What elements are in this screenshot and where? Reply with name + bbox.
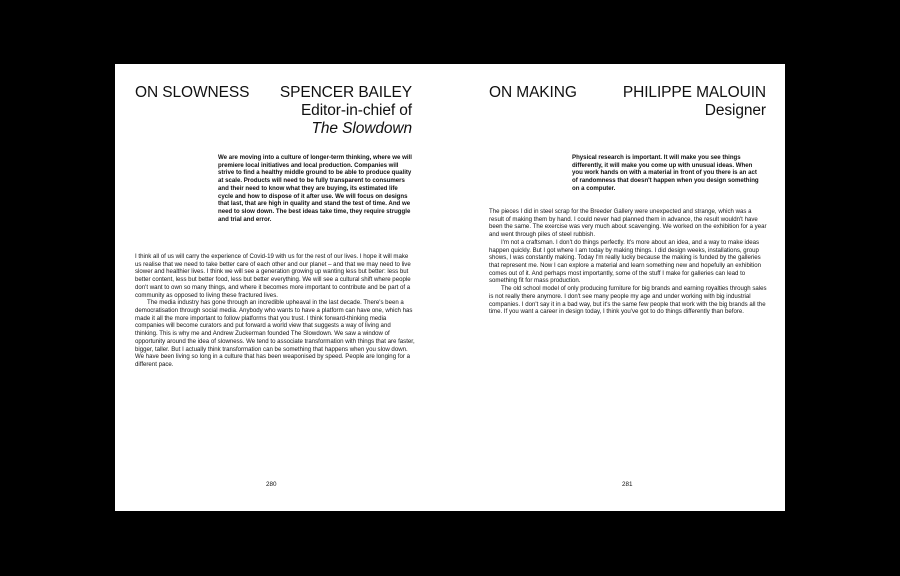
page-number: 281 — [622, 481, 633, 488]
body-paragraph: The media industry has gone through an incredible upheaval in the last decade. There's been a democratisation through social media. Anybody who wants to have a platform can have one, which has made it all the more important to follow platforms that you trust. I think forward-thinking media companies will become curators and put forward a world view that suggests a way of living and thinking. This is why me and Andrew Zuckerman founded The Slowdown. We saw a window of opportunity around the idea of slowness. We tend to associate transformation with things that are faster, bigger, taller. But I actually think transformation can be something that happens when you slow down. We have been living so long in a culture that has been weaponised by speed. People are longing for a different pace. — [135, 299, 415, 369]
body-paragraph: I think all of us will carry the experience of Covid-19 with us for the rest of our lives. I hope it will make us realise that we need to take better care of each other and our planet – and that we may need to live slower and healthier lives. I think we will see a generation growing up wanting less but better: less but better content, less but better food, less but better everything. We will see a cultural shift where people don't want to own so many things, and where it becomes more important to contribute and be part of a community as opposed to living these fractured lives. — [135, 253, 411, 299]
interviewee-header — [623, 84, 766, 120]
interviewee-role: Designer — [704, 102, 766, 119]
section-topic: ON MAKING — [489, 84, 577, 101]
body-text — [489, 208, 767, 316]
right-page — [450, 64, 785, 511]
body-text — [135, 253, 415, 369]
interviewee-header — [280, 84, 412, 138]
interviewee-role: Editor-in-chief of — [300, 102, 412, 119]
page-number: 280 — [266, 481, 277, 488]
publication-title: The Slowdown — [311, 120, 412, 137]
body-paragraph: The old school model of only producing furniture for big brands and earning royalties through sales is not really there anymore. I don't see many people my age and under working with big industrial companies. I don't say it in a bad way, but it's the same few people that work with the big brands all the time. If you want a career in design today, I think you've got to do things differently than before. — [489, 285, 767, 316]
left-page — [115, 64, 450, 511]
body-paragraph: The pieces I did in steel scrap for the Breeder Gallery were unexpected and strange, which was a result of making them by hand. I could never had planned them in advance, the result wouldn't have been the same. The exercise was very much about scavenging. We worked on the exhibition for a year and went through piles of steel rubbish. — [489, 208, 767, 239]
body-paragraph: I'm not a craftsman. I don't do things perfectly. It's more about an idea, and a way to make ideas happen quickly. But I got where I am today by making things. I did design weeks, installations, group shows, I was constantly making. Today I'm really lucky because the making is funded by the galleries that represent me. Now I can explore a material and learn something new and hopefully an exhibition comes out of it. And perhaps most importantly, some of the stuff I make for galleries can lead to something fit for mass production. — [489, 238, 762, 285]
interviewee-name: SPENCER BAILEY — [279, 84, 412, 101]
book-spread — [115, 64, 785, 511]
interviewee-name: PHILIPPE MALOUIN — [622, 84, 766, 101]
lead-quote: Physical research is important. It will make you see things differently, it will make you come up with unusual ideas. When you work hands on with a material in front of you there is an act of randomness that doesn't happen when you design something on a computer. — [572, 154, 759, 192]
lead-quote: We are moving into a culture of longer-term thinking, where we will premiere local initiatives and local production. Companies will strive to find a healthy middle ground to be able to produce quality at scale. Products will need to be fully transparent to consumers and their need to know what they are buying, its estimated life cycle and how to dispose of it after use. We will focus on designs that last, that are high in quality and stand the test of time. And we need to slow down. The best ideas take time, they require struggle and trial and error. — [218, 154, 412, 223]
section-topic: ON SLOWNESS — [135, 84, 250, 101]
